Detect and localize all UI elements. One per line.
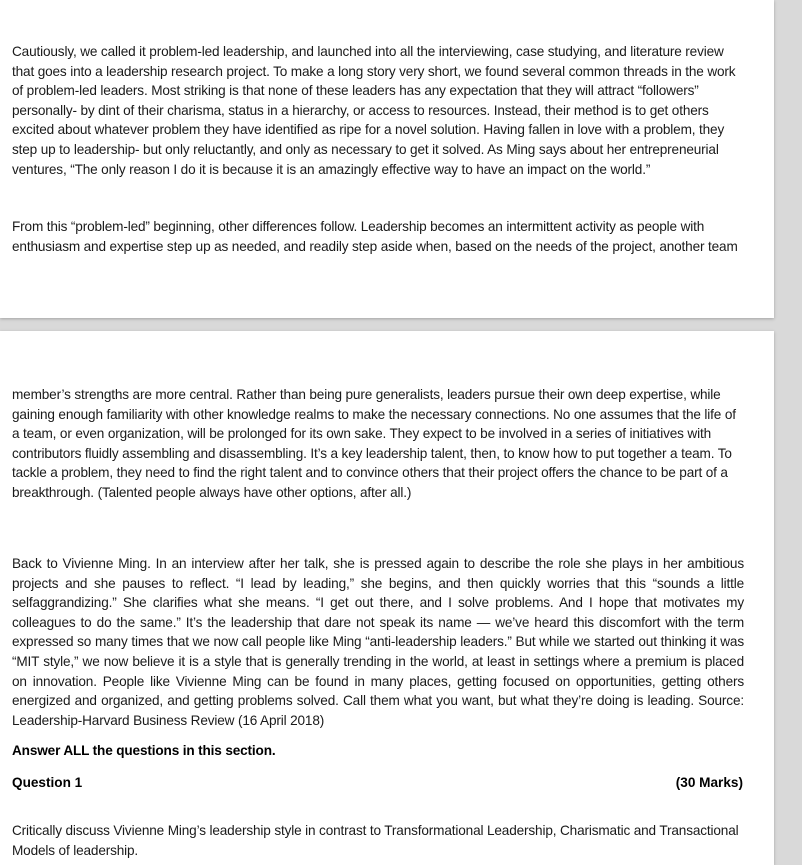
document-page-2 — [0, 331, 774, 865]
question-label: Question 1 — [12, 775, 83, 790]
paragraph-team-strengths: member’s strengths are more central. Rather than being pure generalists, leaders pursue their own deep expertise, while gaining enough familiarity with other knowledge realms to make the necessary connections. No one assumes that the life of a team, or even organization, will be prolonged for its own sake. They expect to be involved in a series of initiatives with contributors fluidly assembling and disassembling. It’s a key leadership talent, then, to know how to put together a team. To tackle a problem, they need to find the right talent and to convince others that their project offers the chance to be part of a breakthrough. (Talented people always have other options, after all.) — [12, 387, 736, 500]
question-marks: (30 Marks) — [675, 775, 743, 790]
document-page-1 — [0, 0, 774, 318]
paragraph-problem-led-leadership: Cautiously, we called it problem-led leadership, and launched into all the interviewing, case studying, and literature review that goes into a leadership research project. To make a long story very short, we found several common threads in the work of problem-led leaders. Most striking is that none of these leaders has any expectation that they will attract “followers” personally- by dint of their charisma, status in a hierarchy, or access to resources. Instead, their method is to get others excited about whatever problem they have identified as ripe for a novel solution. Having fallen in love with a problem, they step up to leadership- but only reluctantly, and only as necessary to get it solved. As Ming says about her entrepreneurial ventures, “The only reason I do it is because it is an amazingly effective way to have an impact on the world.” — [12, 44, 736, 177]
question-text: Critically discuss Vivienne Ming’s leadership style in contrast to Transformational Leadership, Charismatic and Transactional Models of leadership. — [12, 823, 739, 858]
question-header — [12, 773, 743, 792]
paragraph-problem-led-beginning: From this “problem-led” beginning, other differences follow. Leadership becomes an intermittent activity as people with enthusiasm and expertise step up as needed, and readily step aside when, based on the needs of the project, another team — [12, 219, 738, 254]
paragraph-vivienne-ming: Back to Vivienne Ming. In an interview after her talk, she is pressed again to describe the role she plays in her ambitious projects and she pauses to reflect. “I lead by leading,” she begins, and then quickly worries that this “sounds a little selfaggrandizing.” She clarifies what she means. “I get out there, and I solve problems. And I hope that motivates my colleagues to do the same.” It’s the leadership that dare not speak its name — we’ve heard this discomfort with the term expressed so many times that we now call people like Ming “anti-leadership leaders.” But while we started out thinking it was “MIT style,” we now believe it is a style that is generally trending in the world, at least in settings where a premium is placed on innovation. People like Vivienne Ming can be found in many places, getting focused on opportunities, getting others energized and organized, and getting problems solved. Call them what you want, but what they’re doing is leading. Source: Leadership-Harvard Business Review (16 April 2018) — [12, 556, 744, 728]
section-instruction: Answer ALL the questions in this section. — [12, 743, 276, 758]
